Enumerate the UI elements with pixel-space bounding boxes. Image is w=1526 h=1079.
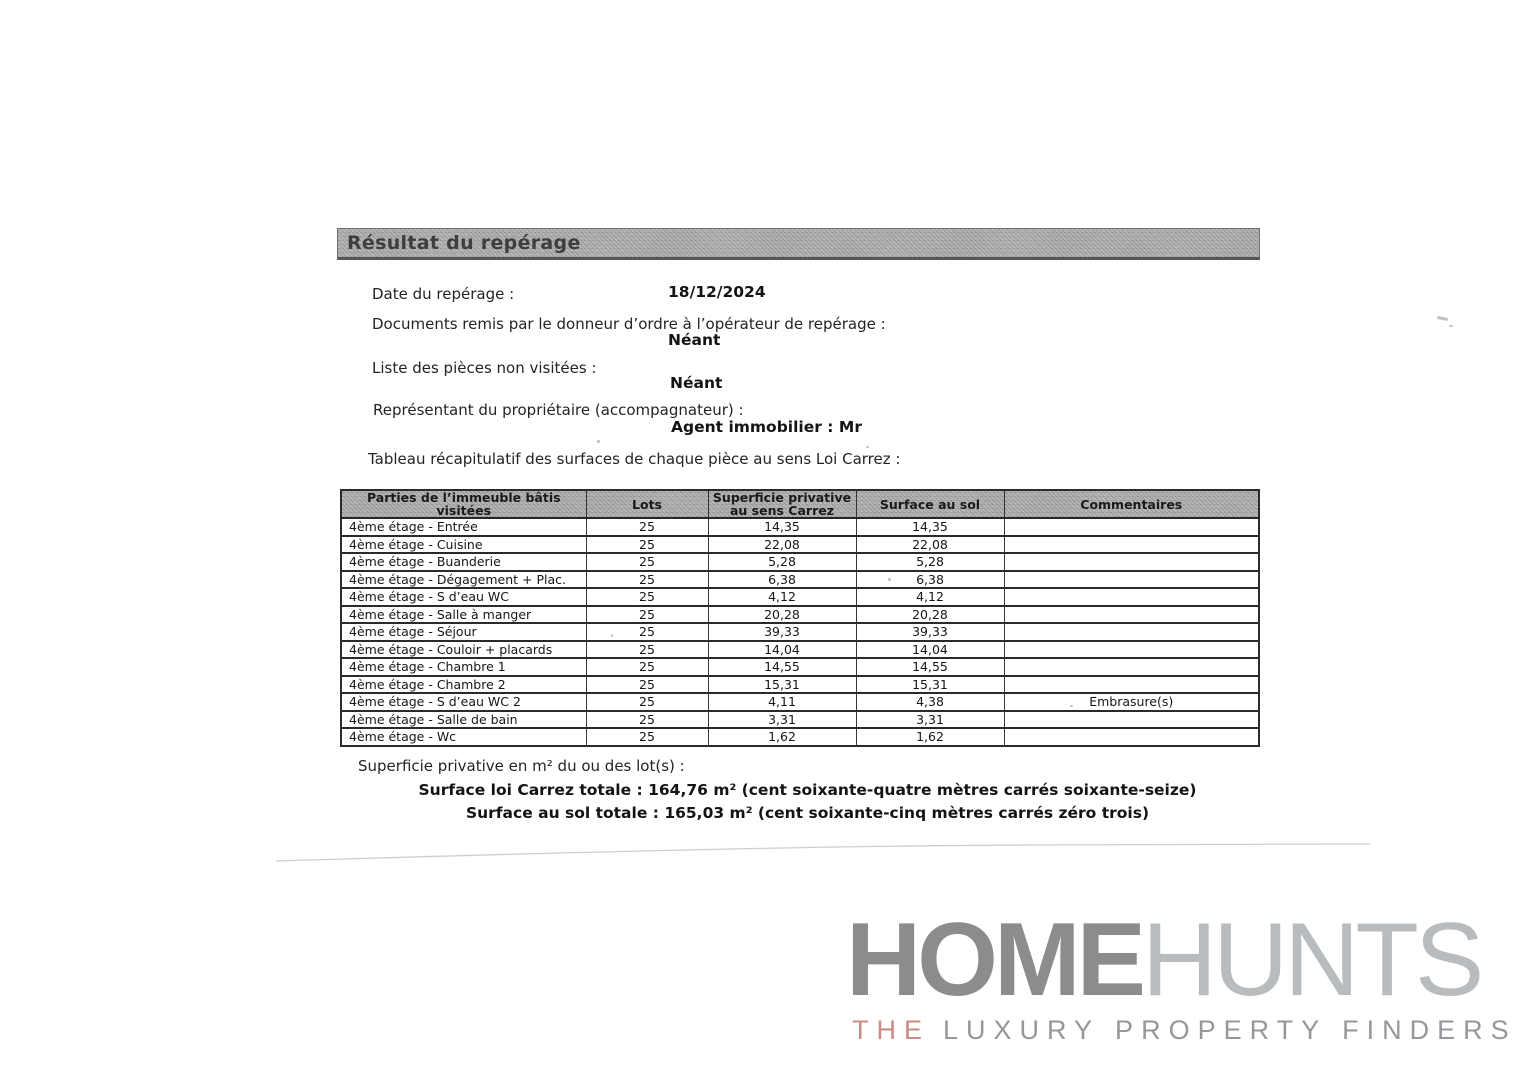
table-cell-commentaire: Embrasure(s) xyxy=(1004,693,1259,711)
field-label-representant: Représentant du propriétaire (accompagnateur) : xyxy=(373,401,744,419)
table-cell-sol: 20,28 xyxy=(856,606,1004,624)
table-cell-carrez: 4,12 xyxy=(708,588,856,606)
table-cell-carrez: 14,04 xyxy=(708,641,856,659)
table-row xyxy=(341,693,1259,711)
homehunts-logo xyxy=(846,903,1480,1017)
table-header-commentaires: Commentaires xyxy=(1004,490,1259,518)
field-value-date: 18/12/2024 xyxy=(668,283,766,301)
total-sol-line: Surface au sol totale : 165,03 m² (cent soixante-cinq mètres carrés zéro trois) xyxy=(465,803,1150,822)
table-cell-sol: 4,38 xyxy=(856,693,1004,711)
table-cell-lot: 25 xyxy=(586,588,708,606)
table-cell-piece: 4ème étage - S d’eau WC xyxy=(341,588,586,606)
scan-artifact xyxy=(888,578,891,581)
table-cell-sol: 14,55 xyxy=(856,658,1004,676)
table-cell-piece: 4ème étage - S d’eau WC 2 xyxy=(341,693,586,711)
table-cell-carrez: 39,33 xyxy=(708,623,856,641)
table-cell-sol: 22,08 xyxy=(856,536,1004,554)
table-cell-piece: 4ème étage - Salle de bain xyxy=(341,711,586,729)
scan-artifact xyxy=(611,634,613,637)
table-cell-commentaire xyxy=(1004,518,1259,536)
logo-tagline xyxy=(852,1015,1517,1046)
table-cell-commentaire xyxy=(1004,588,1259,606)
field-label-documents: Documents remis par le donneur d’ordre à l’opérateur de repérage : xyxy=(372,315,886,333)
table-cell-carrez: 5,28 xyxy=(708,553,856,571)
table-cell-lot: 25 xyxy=(586,728,708,746)
table-cell-piece: 4ème étage - Salle à manger xyxy=(341,606,586,624)
table-cell-commentaire xyxy=(1004,676,1259,694)
table-row xyxy=(341,553,1259,571)
section-header-bar xyxy=(337,228,1260,260)
table-header-superficie: Superficie privative au sens Carrez xyxy=(708,490,856,518)
table-cell-commentaire xyxy=(1004,553,1259,571)
table-cell-commentaire xyxy=(1004,658,1259,676)
table-cell-sol: 14,04 xyxy=(856,641,1004,659)
table-cell-commentaire xyxy=(1004,623,1259,641)
tagline-the-text: THE xyxy=(852,1015,930,1045)
table-cell-piece: 4ème étage - Wc xyxy=(341,728,586,746)
table-cell-piece: 4ème étage - Couloir + placards xyxy=(341,641,586,659)
table-intro: Tableau récapitulatif des surfaces de chaque pièce au sens Loi Carrez : xyxy=(368,450,901,468)
table-cell-lot: 25 xyxy=(586,606,708,624)
scan-fold-line xyxy=(270,838,1380,866)
table-cell-lot: 25 xyxy=(586,693,708,711)
table-cell-carrez: 1,62 xyxy=(708,728,856,746)
table-cell-lot: 25 xyxy=(586,641,708,659)
field-value-documents: Néant xyxy=(668,331,721,349)
field-label-date: Date du repérage : xyxy=(372,285,515,303)
totals-block xyxy=(345,779,1270,824)
table-cell-sol: 15,31 xyxy=(856,676,1004,694)
table-cell-commentaire xyxy=(1004,711,1259,729)
table-cell-lot: 25 xyxy=(586,623,708,641)
table-cell-lot: 25 xyxy=(586,571,708,589)
scan-artifact xyxy=(1449,325,1453,327)
superficie-label: Superficie privative en m² du ou des lot(s) : xyxy=(358,757,685,775)
table-cell-piece: 4ème étage - Cuisine xyxy=(341,536,586,554)
table-cell-lot: 25 xyxy=(586,676,708,694)
table-row xyxy=(341,536,1259,554)
table-header-row xyxy=(341,490,1259,518)
table-cell-sol: 3,31 xyxy=(856,711,1004,729)
table-row xyxy=(341,571,1259,589)
table-body xyxy=(341,518,1259,746)
field-value-representant: Agent immobilier : Mr xyxy=(671,418,862,436)
field-label-pieces-non-visitees: Liste des pièces non visitées : xyxy=(372,359,597,377)
table-cell-commentaire xyxy=(1004,571,1259,589)
table-cell-piece: 4ème étage - Buanderie xyxy=(341,553,586,571)
table-row xyxy=(341,711,1259,729)
logo-home-text: HOME xyxy=(846,902,1142,1018)
table-cell-commentaire xyxy=(1004,641,1259,659)
table-cell-carrez: 22,08 xyxy=(708,536,856,554)
surfaces-table xyxy=(340,489,1260,747)
table-cell-lot: 25 xyxy=(586,536,708,554)
scan-artifact xyxy=(597,440,600,443)
scan-artifact xyxy=(1070,705,1073,707)
table-cell-lot: 25 xyxy=(586,518,708,536)
table-cell-carrez: 3,31 xyxy=(708,711,856,729)
table-cell-commentaire xyxy=(1004,728,1259,746)
table-cell-sol: 14,35 xyxy=(856,518,1004,536)
table-cell-piece: 4ème étage - Séjour xyxy=(341,623,586,641)
table-cell-sol: 4,12 xyxy=(856,588,1004,606)
table-cell-piece: 4ème étage - Chambre 1 xyxy=(341,658,586,676)
table-cell-piece: 4ème étage - Entrée xyxy=(341,518,586,536)
table-cell-sol: 6,38 xyxy=(856,571,1004,589)
total-carrez-line: Surface loi Carrez totale : 164,76 m² (cent soixante-quatre mètres carrés soixante-seize) xyxy=(418,781,1197,799)
table-cell-piece: 4ème étage - Dégagement + Plac. xyxy=(341,571,586,589)
table-header-lots: Lots xyxy=(586,490,708,518)
table-cell-lot: 25 xyxy=(586,553,708,571)
table-cell-carrez: 14,55 xyxy=(708,658,856,676)
table-header-parties: Parties de l’immeuble bâtis visitées xyxy=(341,490,586,518)
table-cell-lot: 25 xyxy=(586,658,708,676)
table-cell-lot: 25 xyxy=(586,711,708,729)
table-cell-carrez: 20,28 xyxy=(708,606,856,624)
section-title: Résultat du repérage xyxy=(347,232,581,254)
table-row xyxy=(341,676,1259,694)
table-cell-sol: 5,28 xyxy=(856,553,1004,571)
table-row xyxy=(341,623,1259,641)
table-cell-sol: 1,62 xyxy=(856,728,1004,746)
table-cell-piece: 4ème étage - Chambre 2 xyxy=(341,676,586,694)
scan-artifact xyxy=(1437,316,1448,321)
field-value-pieces-non-visitees: Néant xyxy=(670,374,723,392)
table-header-surface-sol: Surface au sol xyxy=(856,490,1004,518)
table-cell-carrez: 4,11 xyxy=(708,693,856,711)
table-cell-carrez: 14,35 xyxy=(708,518,856,536)
table-cell-commentaire xyxy=(1004,606,1259,624)
table-cell-carrez: 6,38 xyxy=(708,571,856,589)
table-row xyxy=(341,658,1259,676)
table-cell-commentaire xyxy=(1004,536,1259,554)
table-row xyxy=(341,641,1259,659)
table-row xyxy=(341,606,1259,624)
logo-hunts-text: HUNTS xyxy=(1142,902,1481,1018)
table-row xyxy=(341,728,1259,746)
table-cell-carrez: 15,31 xyxy=(708,676,856,694)
table-cell-sol: 39,33 xyxy=(856,623,1004,641)
tagline-rest-text: LUXURY PROPERTY FINDERS xyxy=(943,1015,1517,1045)
scan-artifact xyxy=(866,446,869,448)
table-row xyxy=(341,518,1259,536)
table-row xyxy=(341,588,1259,606)
